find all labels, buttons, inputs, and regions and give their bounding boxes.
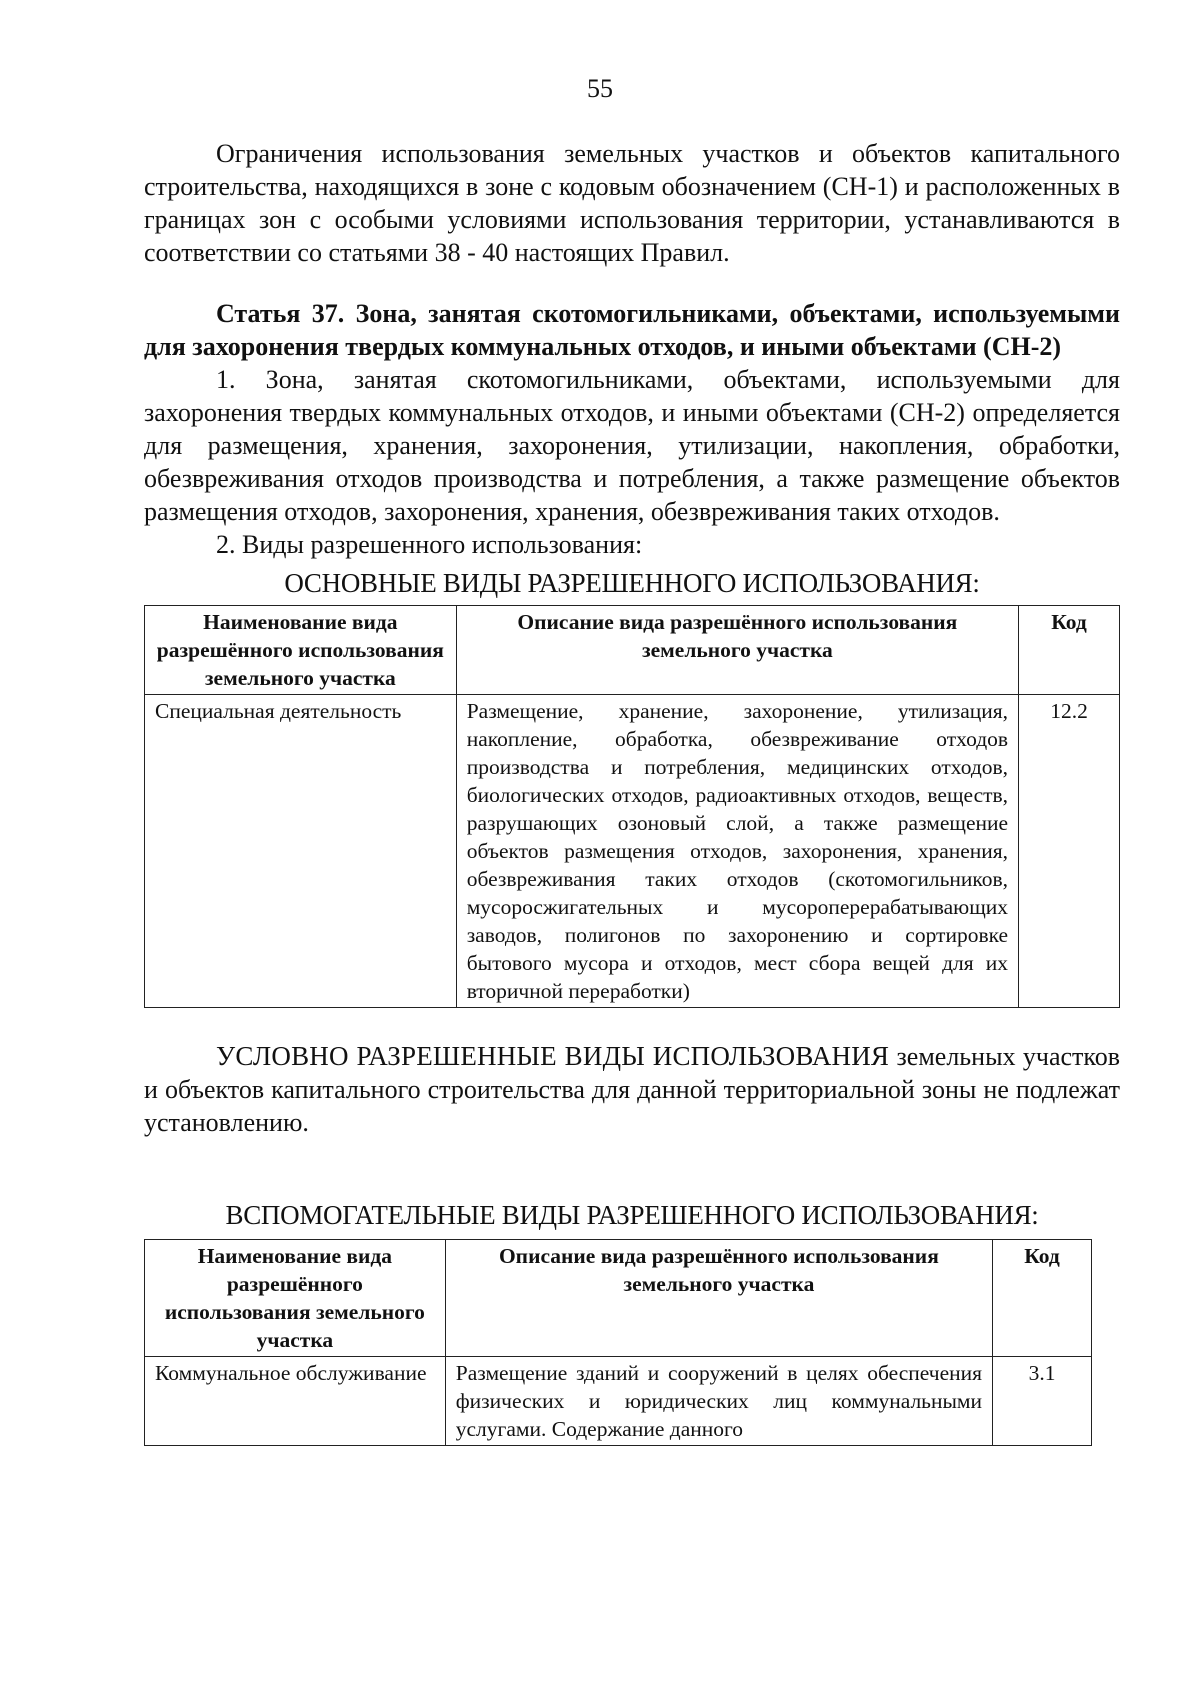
article-item-2: 2. Виды разрешенного использования:	[216, 530, 643, 559]
header-code: Код	[993, 1240, 1092, 1357]
document-body	[144, 137, 1120, 1446]
use-description: Размещение зданий и сооружений в целях обеспечения физических и юридических лиц коммунальными услугами. Содержание данного	[445, 1357, 992, 1446]
use-description: Размещение, хранение, захоронение, утилизация, накопление, обработка, обезвреживание отходов производства и потребления, медицинских отходов, биологических отходов, радиоактивных отходов, веществ, разрушающих озоновый слой, а также размещение объектов размещения отходов, захоронения, хранения, обезвреживания таких отходов (скотомогильников, мусоросжигательных и мусороперерабатывающих заводов, полигонов по захоронению и сортировке бытового мусора и отходов, мест сбора вещей для их вторичной переработки)	[456, 695, 1018, 1008]
main-uses-title: ОСНОВНЫЕ ВИДЫ РАЗРЕШЕННОГО ИСПОЛЬЗОВАНИЯ:	[284, 568, 980, 598]
article-heading: Статья 37. Зона, занятая скотомогильниками, объектами, используемыми для захоронения твердых коммунальных отходов, и иными объектами (СН-2)	[144, 299, 1120, 361]
page-number: 55	[587, 74, 613, 103]
table-header-row	[145, 606, 1120, 695]
header-code: Код	[1019, 606, 1120, 695]
intro-paragraph: Ограничения использования земельных участков и объектов капитального строительства, находящихся в зоне с кодовым обозначением (СН-1) и расположенных в границах зон с особыми условиями использования территории, устанавливаются в соответствии со статьями 38 - 40 настоящих Правил.	[144, 139, 1120, 267]
use-code: 12.2	[1019, 695, 1120, 1008]
use-code: 3.1	[993, 1357, 1092, 1446]
table-row	[145, 1357, 1092, 1446]
auxiliary-uses-title: ВСПОМОГАТЕЛЬНЫЕ ВИДЫ РАЗРЕШЕННОГО ИСПОЛЬЗОВАНИЯ:	[225, 1200, 1039, 1230]
header-description: Описание вида разрешённого использования земельного участка	[445, 1240, 992, 1357]
table-row	[145, 695, 1120, 1008]
conditional-uses-rest: земельных участков и объектов капитального строительства для данной территориальной зоны не подлежат установлению.	[144, 1042, 1120, 1137]
header-description: Описание вида разрешённого использования земельного участка	[456, 606, 1018, 695]
use-name: Коммунальное обслуживание	[145, 1357, 446, 1446]
auxiliary-uses-table	[144, 1239, 1092, 1446]
conditional-uses-paragraph	[144, 1040, 1120, 1139]
main-uses-table	[144, 605, 1120, 1008]
conditional-uses-caps: УСЛОВНО РАЗРЕШЕННЫЕ ВИДЫ ИСПОЛЬЗОВАНИЯ	[216, 1041, 890, 1071]
table-header-row	[145, 1240, 1092, 1357]
use-name: Специальная деятельность	[145, 695, 457, 1008]
header-name: Наименование вида разрешённого использования земельного участка	[145, 606, 457, 695]
article-item-1: 1. Зона, занятая скотомогильниками, объектами, используемыми для захоронения твердых коммунальных отходов, и иными объектами (СН-2) определяется для размещения, хранения, захоронения, утилизации, накопления, обработки, обезвреживания отходов производства и потребления, а также размещение объектов размещения отходов, захоронения, хранения, обезвреживания таких отходов.	[144, 365, 1120, 526]
header-name: Наименование вида разрешённого использования земельного участка	[145, 1240, 446, 1357]
